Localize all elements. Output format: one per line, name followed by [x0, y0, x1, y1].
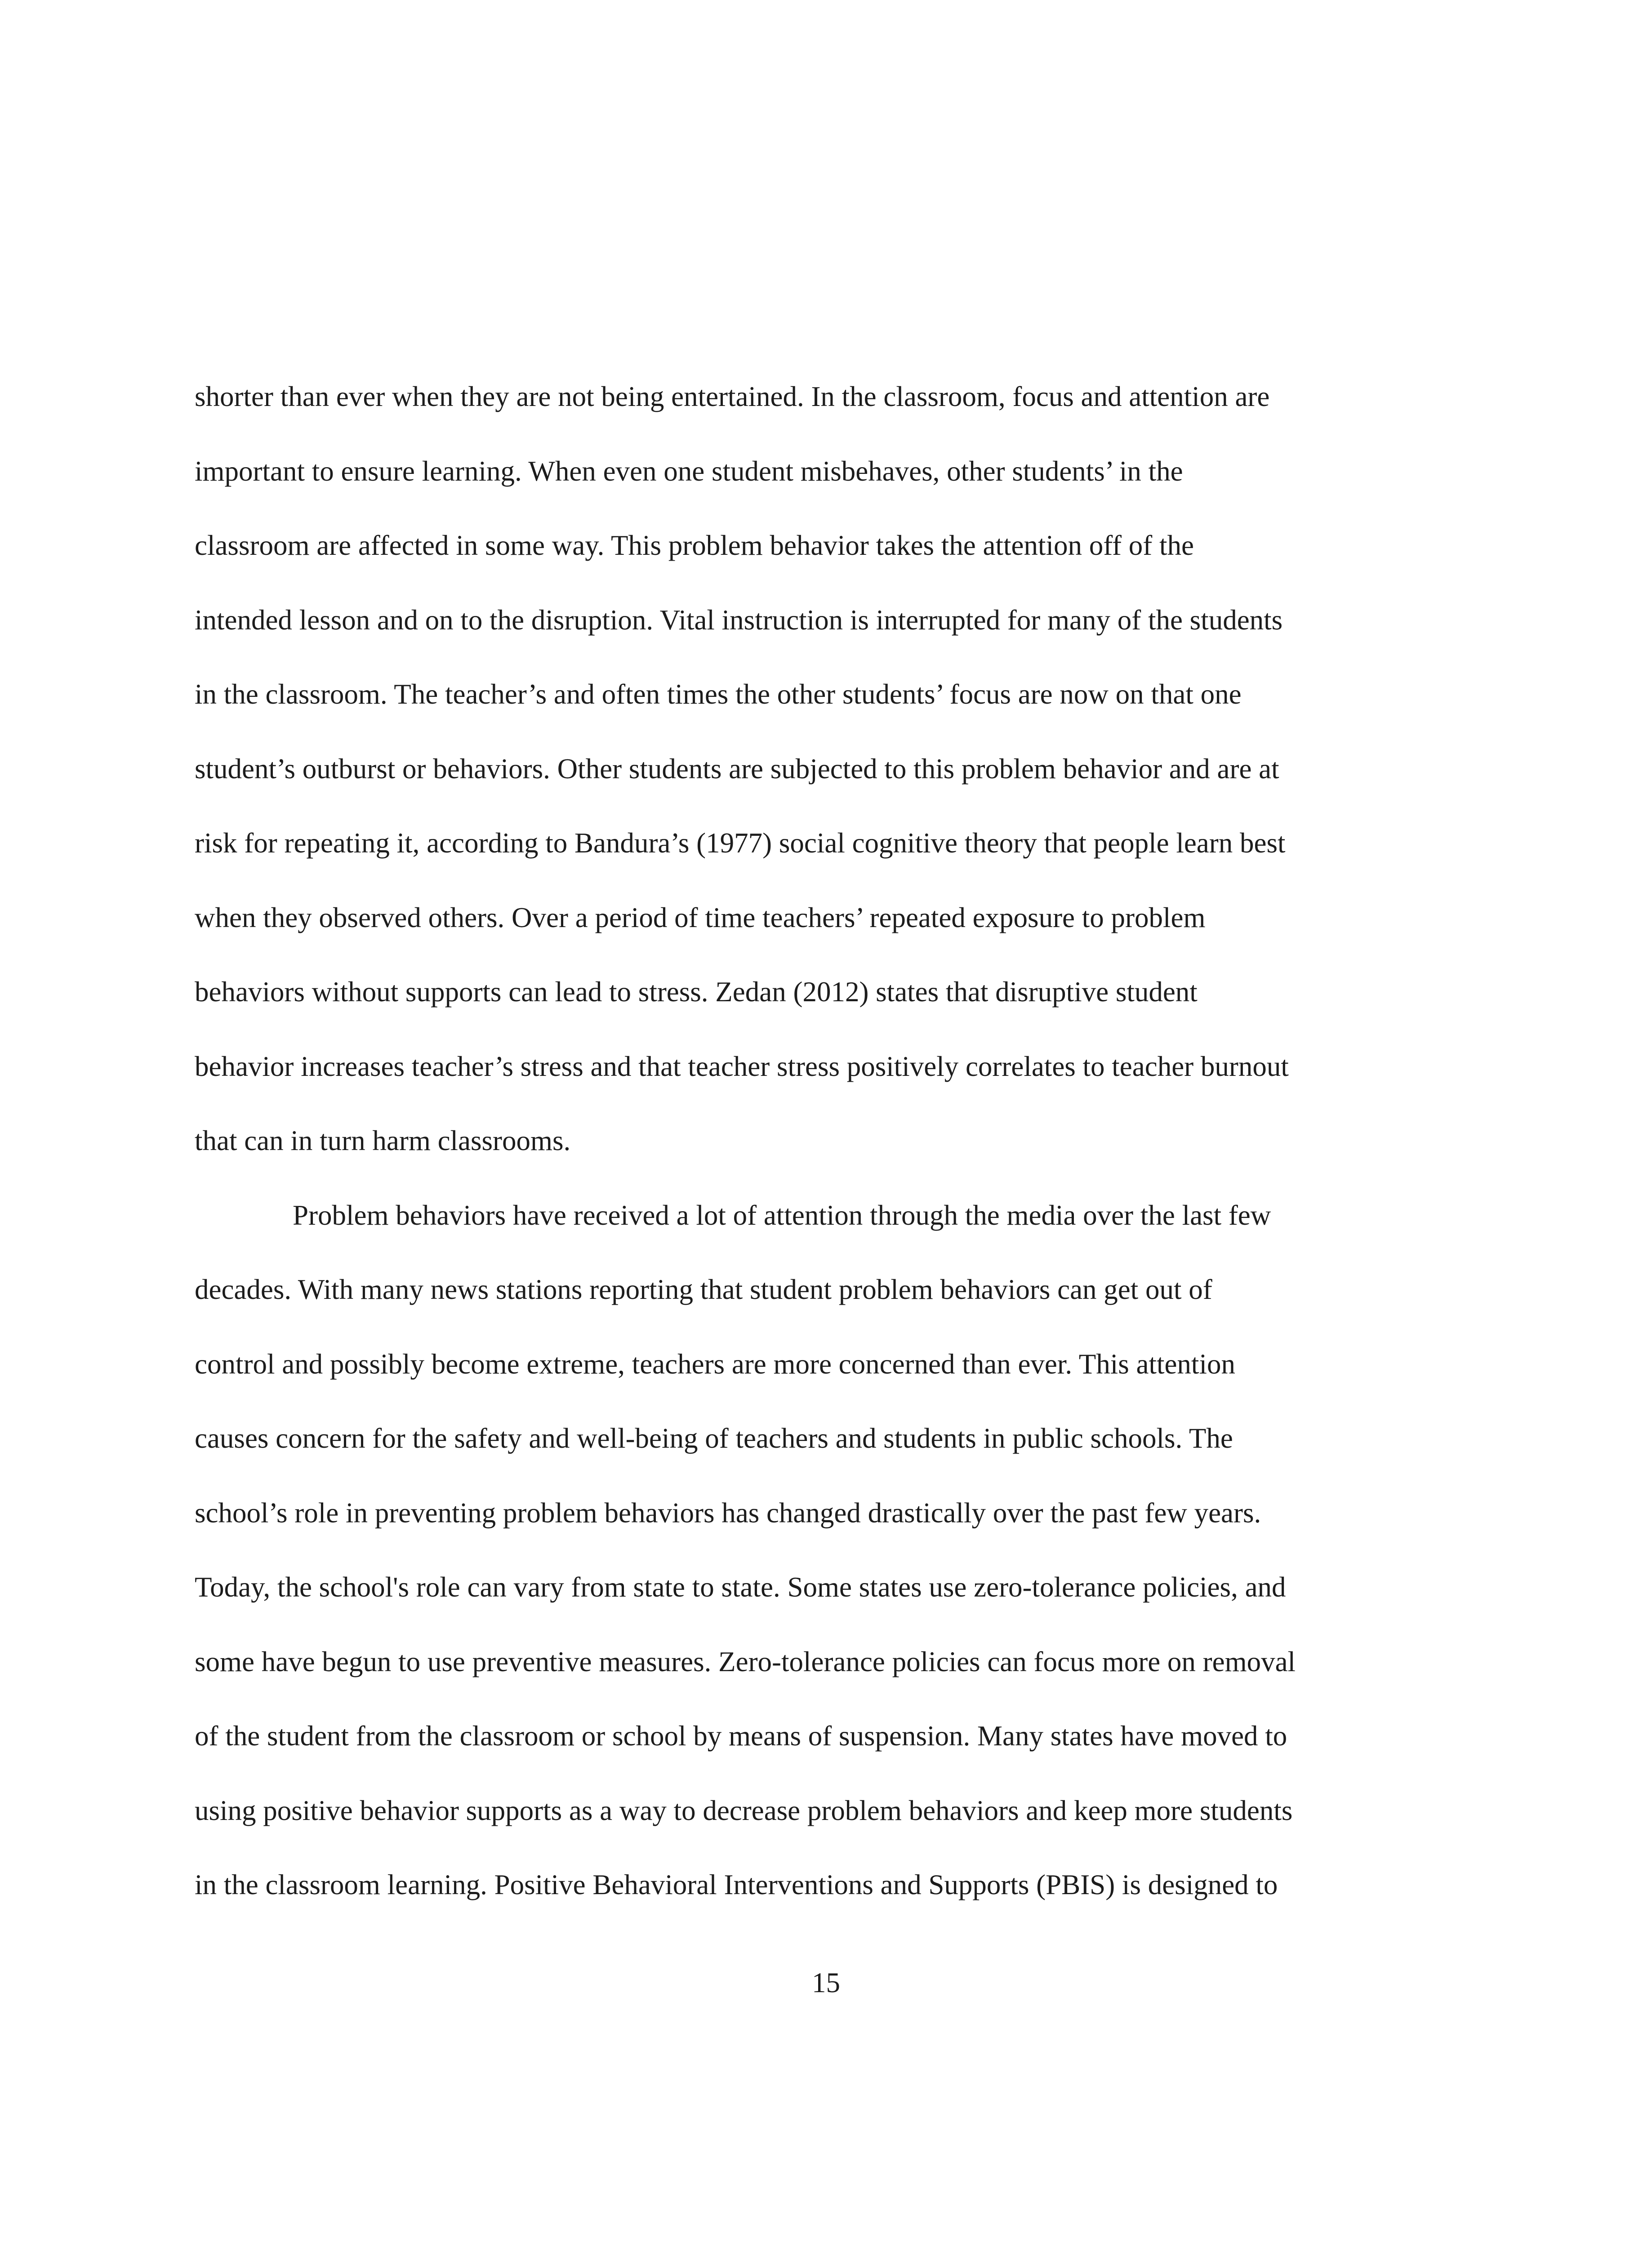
text-line: in the classroom learning. Positive Behavioral Interventions and Supports (PBIS) is designed to — [195, 1869, 1278, 1900]
text-line: using positive behavior supports as a way to decrease problem behaviors and keep more students — [195, 1794, 1293, 1826]
text-line: intended lesson and on to the disruption. Vital instruction is interrupted for many of the students — [195, 604, 1283, 636]
text-line: control and possibly become extreme, teachers are more concerned than ever. This attention — [195, 1348, 1235, 1380]
page-number: 15 — [812, 1967, 840, 1998]
text-line: of the student from the classroom or school by means of suspension. Many states have moved to — [195, 1720, 1287, 1752]
body-text — [195, 360, 1453, 1922]
text-line: when they observed others. Over a period of time teachers’ repeated exposure to problem — [195, 901, 1206, 933]
paragraph-start-line: Problem behaviors have received a lot of attention through the media over the last few — [293, 1199, 1271, 1231]
text-line: decades. With many news stations reporting that student problem behaviors can get out of — [195, 1274, 1212, 1305]
text-line: risk for repeating it, according to Bandura’s (1977) social cognitive theory that people learn best — [195, 827, 1286, 859]
text-line: school’s role in preventing problem behaviors has changed drastically over the past few years. — [195, 1497, 1261, 1529]
text-line: important to ensure learning. When even one student misbehaves, other students’ in the — [195, 455, 1183, 487]
text-line: shorter than ever when they are not being entertained. In the classroom, focus and attention are — [195, 381, 1270, 412]
text-line: that can in turn harm classrooms. — [195, 1125, 571, 1156]
text-line: behavior increases teacher’s stress and that teacher stress positively correlates to teacher burnout — [195, 1050, 1289, 1082]
text-line: some have begun to use preventive measures. Zero-tolerance policies can focus more on removal — [195, 1646, 1296, 1677]
text-line: in the classroom. The teacher’s and often times the other students’ focus are now on that one — [195, 678, 1242, 710]
text-line: classroom are affected in some way. This problem behavior takes the attention off of the — [195, 530, 1194, 561]
text-line: Today, the school's role can vary from state to state. Some states use zero-tolerance policies, and — [195, 1571, 1286, 1603]
text-line: behaviors without supports can lead to stress. Zedan (2012) states that disruptive student — [195, 976, 1198, 1008]
text-line: causes concern for the safety and well-being of teachers and students in public schools. The — [195, 1423, 1233, 1454]
text-line: student’s outburst or behaviors. Other students are subjected to this problem behavior and are at — [195, 753, 1279, 785]
